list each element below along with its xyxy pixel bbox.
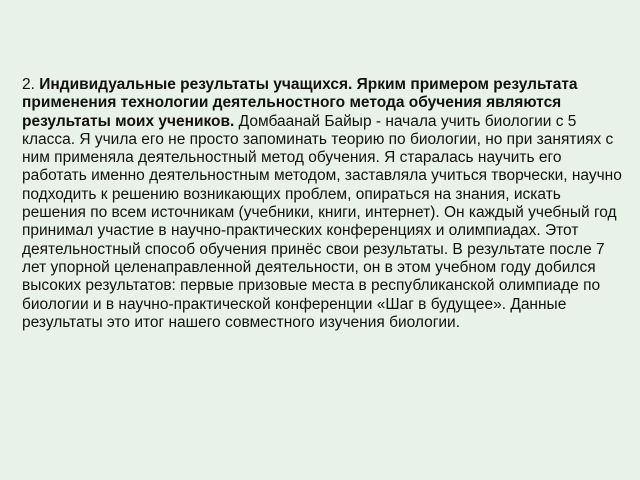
paragraph <box>22 76 624 332</box>
text-block <box>22 76 624 332</box>
bold-heading: Индивидуальные результаты учащихся. Ярким примером результата применения технологии деятельностного метода обучения являются результаты моих учеников. <box>22 76 578 130</box>
paragraph-number: 2. <box>22 76 40 93</box>
paragraph-body: Домбаанай Байыр - начала учить биологии с 5 класса. Я учила его не просто запоминать теорию по биологии, но при занятиях с ним применяла деятельностный метод обучения. Я старалась научить его работать именно деятельностным методом, заставляла учиться творчески, научно подходить к решению возникающих проблем, опираться на знания, искать решения по всем источникам (учебники, книги, интернет). Он каждый учебный год принимал участие в научно-практических конференциях и олимпиадах. Этот деятельностный способ обучения принёс свои результаты. В результате после 7 лет упорной целенаправленной деятельности, он в этом учебном году добился высоких результатов: первые призовые места в республиканской олимпиаде по биологии и в научно-практической конференции «Шаг в будущее». Данные результаты это итог нашего совместного изучения биологии. <box>22 112 622 331</box>
